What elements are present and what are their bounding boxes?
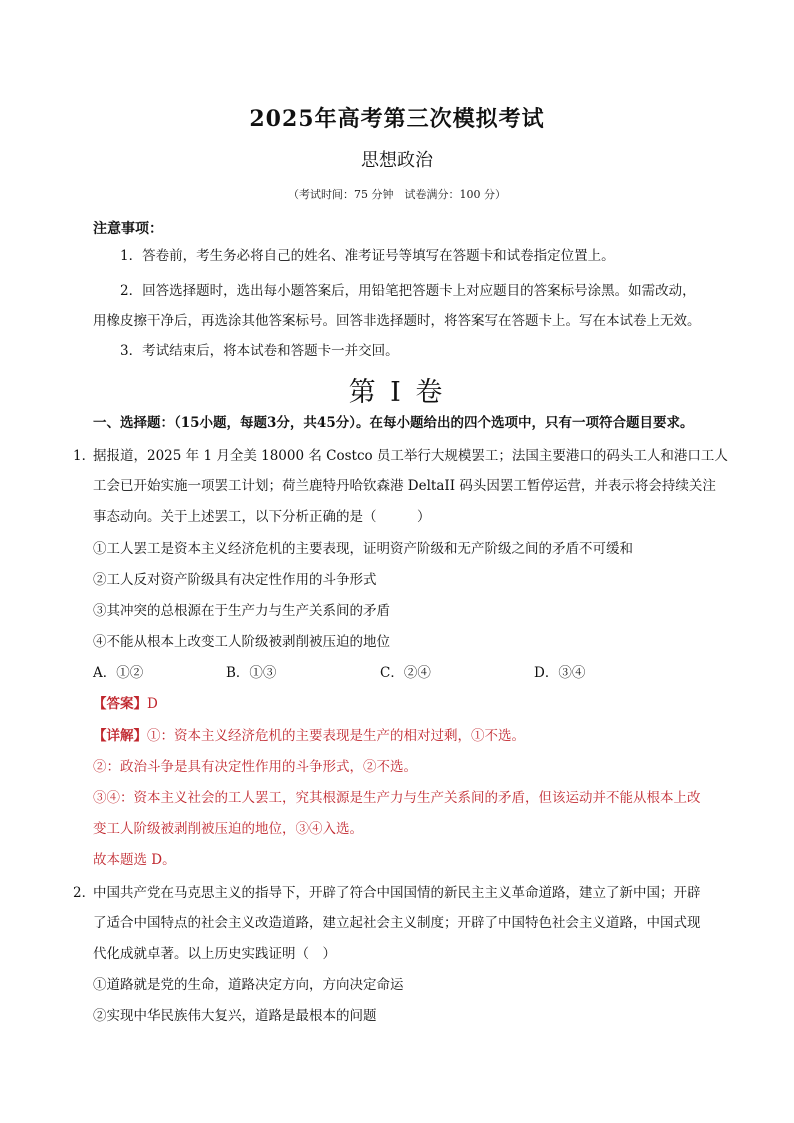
- exam-title: 2025年高考第三次模拟考试: [249, 106, 545, 132]
- q2-stem-line-1: 中国共产党在马克思主义的指导下，开辟了符合中国国情的新民主主义革命道路，建立了新中国；开辟: [93, 885, 701, 901]
- volume-title: 第 I 卷: [348, 377, 446, 408]
- q1-explain-line-3: ③④：资本主义社会的工人罢工，究其根源是生产力与生产关系间的矛盾，但该运动并不能从根本上改: [93, 790, 701, 806]
- exam-subject: 思想政治: [361, 150, 433, 171]
- answer-tag: 【答案】: [93, 696, 147, 712]
- q1-explain-line-1: [93, 726, 525, 746]
- q1-option-d: D．③④: [534, 665, 586, 681]
- q2-stem-line-2: 了适合中国特点的社会主义改造道路，建立起社会主义制度；开辟了中国特色社会主义道路，中国式现: [93, 915, 701, 931]
- q1-statement-4: ④不能从根本上改变工人阶级被剥削被压迫的地位: [93, 634, 390, 650]
- q1-stem-line-3: 事态动向。关于上述罢工，以下分析正确的是（ ）: [93, 509, 431, 525]
- q2-stem-line-3: 代化成就卓著。以上历史实践证明（ ）: [93, 946, 336, 962]
- question-number-2: 2．: [73, 885, 96, 901]
- explain-text-1: ①：资本主义经济危机的主要表现是生产的相对过剩，①不选。: [147, 728, 525, 744]
- q1-answer: [93, 694, 158, 714]
- q2-statement-2: ②实现中华民族伟大复兴，道路是最根本的问题: [93, 1008, 377, 1024]
- q1-conclusion: 故本题选 D。: [93, 852, 176, 868]
- q1-statement-1: ①工人罢工是资本主义经济危机的主要表现，证明资产阶级和无产阶级之间的矛盾不可缓和: [93, 541, 633, 557]
- notice-item-2-cont: 用橡皮擦干净后，再选涂其他答案标号。回答非选择题时，将答案写在答题卡上。写在本试卷上无效。: [93, 313, 701, 329]
- section-intro: 一、选择题：（15小题，每题3分，共45分）。在每小题给出的四个选项中，只有一项符合题目要求。: [93, 415, 694, 431]
- notice-heading: 注意事项：: [93, 221, 163, 237]
- q1-option-a: A．①②: [93, 665, 144, 681]
- exam-time-and-score: （考试时间：75 分钟 试卷满分：100 分）: [288, 188, 506, 201]
- q1-stem-line-1: 据报道，2025 年 1 月全美 18000 名 Costco 员工举行大规模罢工；法国主要港口的码头工人和港口工人: [93, 448, 728, 464]
- notice-item-1: 1．答卷前，考生务必将自己的姓名、准考证号等填写在答题卡和试卷指定位置上。: [120, 248, 615, 264]
- q1-stem-line-2: 工会已开始实施一项罢工计划；荷兰鹿特丹哈钦森港 DeltaII 码头因罢工暂停运营，并表示将会持续关注: [93, 478, 716, 494]
- q1-statement-3: ③其冲突的总根源在于生产力与生产关系间的矛盾: [93, 603, 390, 619]
- q1-option-c: C．②④: [380, 665, 431, 681]
- q1-statement-2: ②工人反对资产阶级具有决定性作用的斗争形式: [93, 572, 377, 588]
- q2-statement-1: ①道路就是党的生命，道路决定方向，方向决定命运: [93, 977, 404, 993]
- notice-item-2: 2．回答选择题时，选出每小题答案后，用铅笔把答题卡上对应题目的答案标号涂黑。如需改动，: [120, 283, 696, 299]
- q1-explain-line-4: 变工人阶级被剥削被压迫的地位，③④入选。: [93, 821, 363, 837]
- q1-option-b: B．①③: [226, 665, 277, 681]
- q1-explain-line-2: ②：政治斗争是具有决定性作用的斗争形式，②不选。: [93, 759, 417, 775]
- explain-tag: 【详解】: [93, 728, 147, 744]
- answer-value: D: [147, 696, 158, 712]
- notice-item-3: 3．考试结束后，将本试卷和答题卡一并交回。: [120, 343, 399, 359]
- question-number-1: 1．: [73, 448, 96, 464]
